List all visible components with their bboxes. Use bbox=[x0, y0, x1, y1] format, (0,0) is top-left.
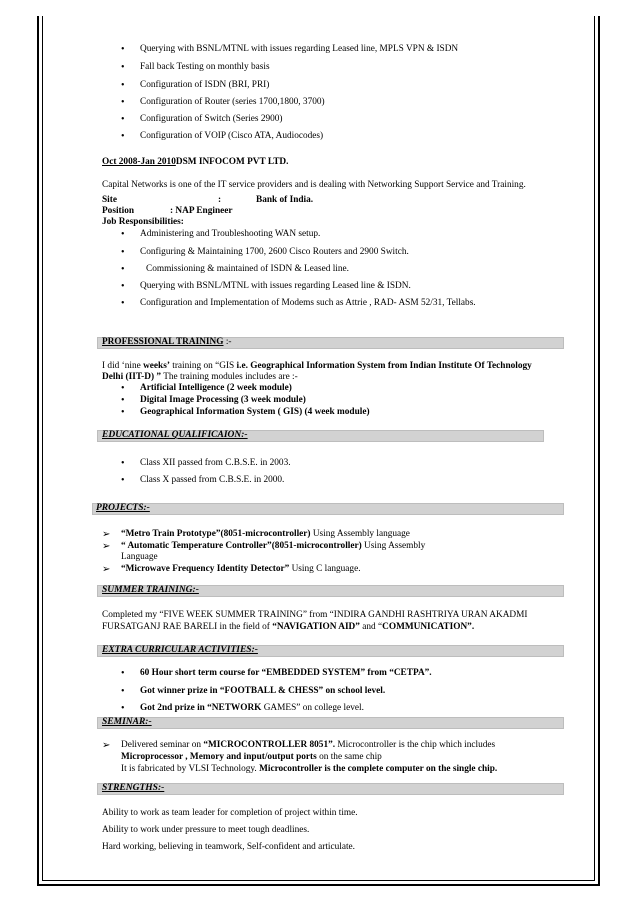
text-run: “MICROCONTROLLER 8051”. bbox=[203, 740, 336, 750]
list-item bbox=[140, 703, 364, 714]
bullet: • bbox=[121, 668, 125, 679]
job-company: DSM INFOCOM PVT LTD. bbox=[175, 157, 289, 167]
training-heading-text: PROFESSIONAL TRAINING bbox=[102, 337, 224, 347]
list-item: Querying with BSNL/MTNL with issues regarding Leased line, MPLS VPN & ISDN bbox=[140, 44, 459, 54]
text-run: 60 Hour short term course for “EMBEDDED SYSTEM” from “CETPA”. bbox=[140, 668, 432, 678]
strength-item: Ability to work as team leader for completion of project within time. bbox=[102, 808, 358, 818]
arrow-bullet: ➢ bbox=[102, 740, 111, 751]
text-run: The training modules includes are :- bbox=[161, 372, 298, 382]
text-run: Using Assembly bbox=[361, 541, 426, 551]
strength-item: Ability to work under pressure to meet tough deadlines. bbox=[102, 825, 310, 835]
list-item: Configuration of Router (series 1700,1800, 3700) bbox=[140, 97, 325, 107]
text-run: “Microwave Frequency Identity Detector” bbox=[121, 564, 290, 574]
bullet: • bbox=[121, 97, 125, 108]
text-run: i.e. Geographical Information System from Indian Institute Of Technology bbox=[236, 361, 532, 371]
arrow-bullet: ➢ bbox=[102, 529, 111, 540]
arrow-bullet: ➢ bbox=[102, 564, 111, 575]
text-run: I did ‘nine bbox=[102, 361, 144, 371]
section-bar-projects bbox=[92, 503, 564, 515]
bullet: • bbox=[121, 264, 125, 275]
bullet: • bbox=[121, 80, 125, 91]
bullet: • bbox=[121, 458, 125, 469]
seminar-heading: SEMINAR:- bbox=[102, 717, 152, 727]
text-run: COMMUNICATION”. bbox=[382, 622, 475, 632]
list-item: Configuration of VOIP (Cisco ATA, Audiocodes) bbox=[140, 131, 324, 141]
text-run: weeks’ bbox=[143, 361, 170, 371]
site-value: Bank of India. bbox=[256, 195, 314, 205]
list-item: Fall back Testing on monthly basis bbox=[140, 62, 270, 72]
projects-heading: PROJECTS:- bbox=[96, 503, 150, 513]
site-colon: : bbox=[218, 195, 222, 205]
summer-line-1: Completed my “FIVE WEEK SUMMER TRAINING” from “INDIRA GANDHI RASHTRIYA URAN AKADMI bbox=[102, 610, 528, 620]
training-line-1 bbox=[102, 361, 532, 372]
list-item: Class XII passed from C.B.S.E. in 2003. bbox=[140, 458, 291, 468]
list-item-continuation: Language bbox=[121, 552, 158, 562]
education-heading: EDUCATIONAL QUALIFICAION:- bbox=[102, 430, 248, 440]
list-item bbox=[121, 564, 361, 575]
training-line-2 bbox=[102, 372, 298, 383]
bullet: • bbox=[121, 44, 125, 55]
list-item bbox=[140, 668, 432, 679]
text-run: on the same chip bbox=[316, 752, 382, 762]
job-period: Oct 2008-Jan 2010 bbox=[102, 157, 176, 167]
text-run: “NAVIGATION AID” bbox=[272, 622, 360, 632]
list-item: Configuration of ISDN (BRI, PRI) bbox=[140, 80, 270, 90]
list-item: Class X passed from C.B.S.E. in 2000. bbox=[140, 475, 285, 485]
text-run: Delhi (IIT-D) ” bbox=[102, 372, 162, 382]
list-item bbox=[140, 686, 385, 697]
list-item: Configuring & Maintaining 1700, 2600 Cisco Routers and 2900 Switch. bbox=[140, 247, 409, 257]
bullet: • bbox=[121, 229, 125, 240]
list-item: Configuration and Implementation of Modems such as Attrie , RAD- ASM 52/31, Tellabs. bbox=[140, 298, 476, 308]
list-item: Geographical Information System ( GIS) (4 week module) bbox=[140, 407, 370, 417]
bullet: • bbox=[121, 247, 125, 258]
text-run: Got 2nd prize in “NETWORK bbox=[140, 703, 262, 713]
list-item: Commissioning & maintained of ISDN & Leased line. bbox=[146, 264, 349, 274]
training-heading bbox=[102, 337, 232, 348]
text-run: Delivered seminar on bbox=[121, 740, 204, 750]
position-label: Position bbox=[102, 206, 135, 216]
strength-item: Hard working, believing in teamwork, Self-confident and articulate. bbox=[102, 842, 355, 852]
text-run: FURSATGANJ RAE BARELI in the field of bbox=[102, 622, 273, 632]
list-item bbox=[121, 529, 410, 540]
seminar-line-2 bbox=[121, 752, 382, 763]
training-heading-suffix: :- bbox=[223, 337, 232, 347]
summer-heading: SUMMER TRAINING:- bbox=[102, 585, 199, 595]
bullet: • bbox=[121, 686, 125, 697]
bullet: • bbox=[121, 395, 125, 406]
text-run: It is fabricated by VLSI Technology. bbox=[121, 764, 260, 774]
text-run: Using Assembly language bbox=[310, 529, 410, 539]
list-item: Artificial Intelligence (2 week module) bbox=[140, 383, 292, 393]
list-item bbox=[121, 541, 425, 552]
text-run: training on “GIS bbox=[169, 361, 237, 371]
text-run: Microprocessor , Memory and input/output ports bbox=[121, 752, 317, 762]
extra-heading: EXTRA CURRICULAR ACTIVITIES:- bbox=[102, 645, 258, 655]
bullet: • bbox=[121, 407, 125, 418]
text-run: Microcontroller is the complete computer on the single chip. bbox=[259, 764, 498, 774]
list-item: Digital Image Processing (3 week module) bbox=[140, 395, 306, 405]
text-run: Microcontroller is the chip which includes bbox=[335, 740, 496, 750]
bullet: • bbox=[121, 131, 125, 142]
job-description: Capital Networks is one of the IT service providers and is dealing with Networking Support Service and Training. bbox=[102, 180, 526, 190]
bullet: • bbox=[121, 62, 125, 73]
text-run: GAMES” on college level. bbox=[261, 703, 364, 713]
bullet: • bbox=[121, 281, 125, 292]
bullet: • bbox=[121, 703, 125, 714]
seminar-line-1 bbox=[121, 740, 495, 751]
bullet: • bbox=[121, 114, 125, 125]
arrow-bullet: ➢ bbox=[102, 541, 111, 552]
text-run: “Metro Train Prototype”(8051-microcontroller) bbox=[121, 529, 311, 539]
site-label: Site bbox=[102, 195, 117, 205]
text-run: Got winner prize in “FOOTBALL & CHESS” on school level. bbox=[140, 686, 386, 696]
list-item: Configuration of Switch (Series 2900) bbox=[140, 114, 283, 124]
bullet: • bbox=[121, 475, 125, 486]
text-run: “ Automatic Temperature Controller”(8051-microcontroller) bbox=[121, 541, 362, 551]
text-run: Using C language. bbox=[289, 564, 361, 574]
strengths-heading: STRENGTHS:- bbox=[102, 783, 165, 793]
job-header bbox=[102, 157, 288, 168]
text-run: and “ bbox=[359, 622, 383, 632]
section-bar-seminar bbox=[97, 717, 564, 729]
responsibilities-label: Job Responsibilities: bbox=[102, 217, 184, 227]
seminar-line-3 bbox=[121, 764, 497, 775]
section-bar-strengths bbox=[97, 783, 564, 795]
list-item: Administering and Troubleshooting WAN setup. bbox=[140, 229, 321, 239]
summer-line-2 bbox=[102, 622, 474, 633]
position-value: : NAP Engineer bbox=[170, 206, 233, 216]
bullet: • bbox=[121, 383, 125, 394]
bullet: • bbox=[121, 298, 125, 309]
list-item: Querying with BSNL/MTNL with issues regarding Leased line & ISDN. bbox=[140, 281, 411, 291]
